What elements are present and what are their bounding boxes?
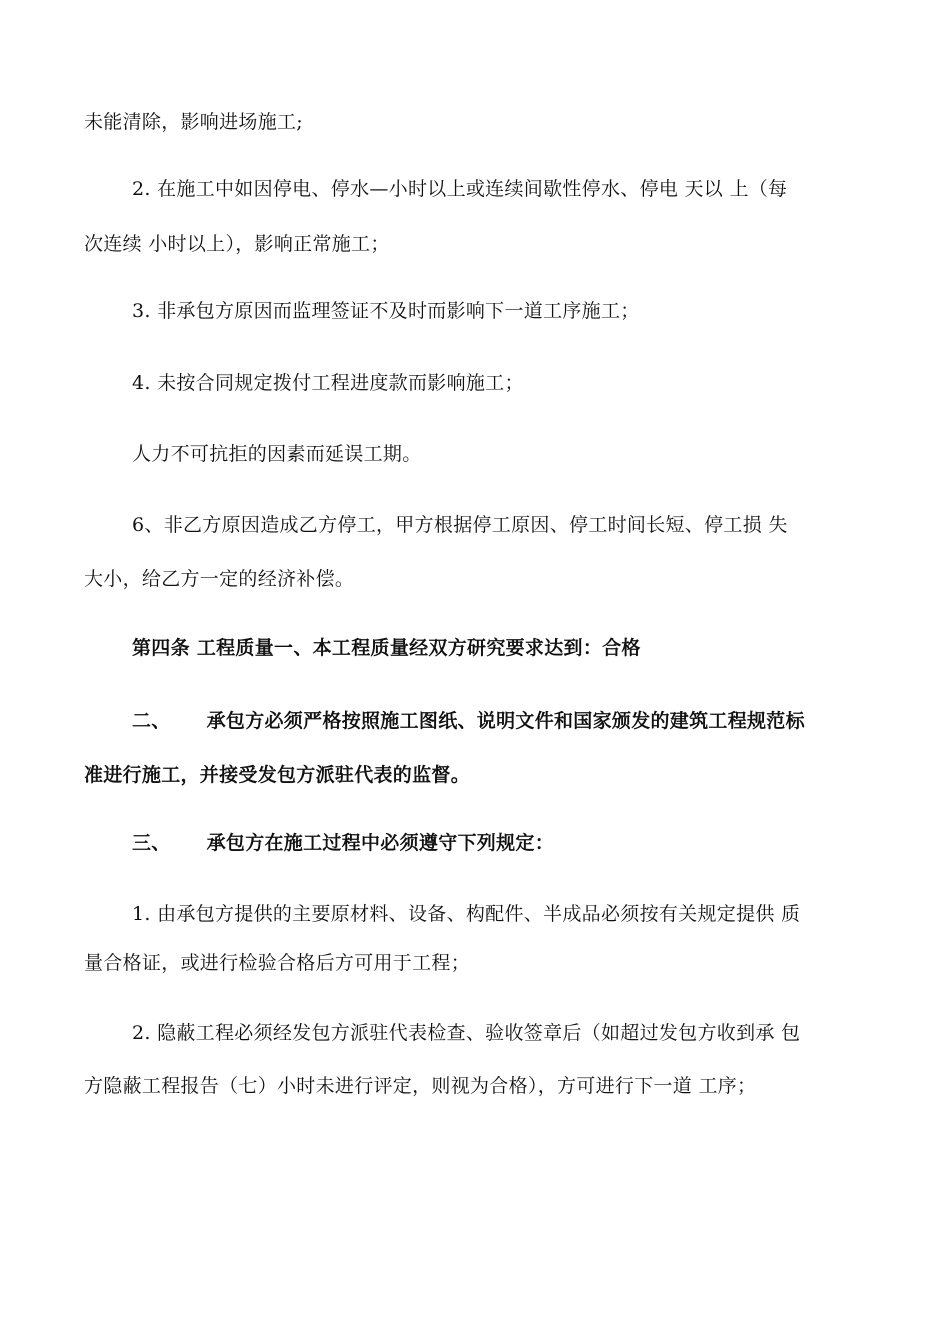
- line-text: 1. 由承包方提供的主要原材料、设备、构配件、半成品必须按有关规定提供 质: [132, 903, 801, 925]
- paragraph-line: [84, 1074, 874, 1098]
- paragraph-line: [84, 951, 874, 975]
- line-text: 3. 非承包方原因而监理签证不及时而影响下一道工序施工；: [132, 300, 640, 322]
- paragraph-line: [84, 232, 874, 256]
- line-text: 人力不可抗拒的因素而延误工期。: [132, 443, 422, 465]
- list-marker: 三、: [132, 832, 171, 854]
- line-text: 准进行施工，并接受发包方派驻代表的监督。: [84, 764, 471, 786]
- line-text: 次连续 小时以上），影响正常施工；: [84, 233, 390, 255]
- paragraph-line: [84, 567, 874, 591]
- paragraph-line: [84, 110, 874, 134]
- paragraph-line: [132, 177, 874, 201]
- line-text: 第四条 工程质量一、本工程质量经双方研究要求达到：合格: [132, 637, 641, 659]
- paragraph-line: [132, 709, 874, 733]
- paragraph-line: [132, 299, 874, 323]
- section-heading: [132, 636, 874, 660]
- line-text: 量合格证，或进行检验合格后方可用于工程；: [84, 952, 471, 974]
- line-text: 2. 在施工中如因停电、停水—小时以上或连续间歇性停水、停电 天以 上（每: [132, 178, 788, 200]
- paragraph-line: [132, 1021, 874, 1045]
- line-text: 承包方必须严格按照施工图纸、说明文件和国家颁发的建筑工程规范标: [206, 710, 805, 732]
- line-text: 2. 隐蔽工程必须经发包方派驻代表检查、验收签章后（如超过发包方收到承 包: [132, 1022, 801, 1044]
- paragraph-line: [132, 902, 874, 926]
- line-text: 4. 未按合同规定拨付工程进度款而影响施工；: [132, 372, 524, 394]
- list-marker: 二、: [132, 710, 171, 732]
- paragraph-line: [84, 763, 874, 787]
- line-text: 方隐蔽工程报告（七）小时未进行评定，则视为合格），方可进行下一道 工序；: [84, 1075, 757, 1097]
- paragraph-line: [132, 513, 874, 537]
- line-text: 大小，给乙方一定的经济补偿。: [84, 568, 355, 590]
- line-text: 未能清除，影响进场施工;: [84, 111, 304, 133]
- paragraph-line: [132, 831, 874, 855]
- line-text: 6、非乙方原因造成乙方停工，甲方根据停工原因、停工时间长短、停工损 失: [132, 514, 788, 536]
- line-text: 承包方在施工过程中必须遵守下列规定：: [206, 832, 555, 854]
- paragraph-line: [132, 371, 874, 395]
- paragraph-line: [132, 442, 874, 466]
